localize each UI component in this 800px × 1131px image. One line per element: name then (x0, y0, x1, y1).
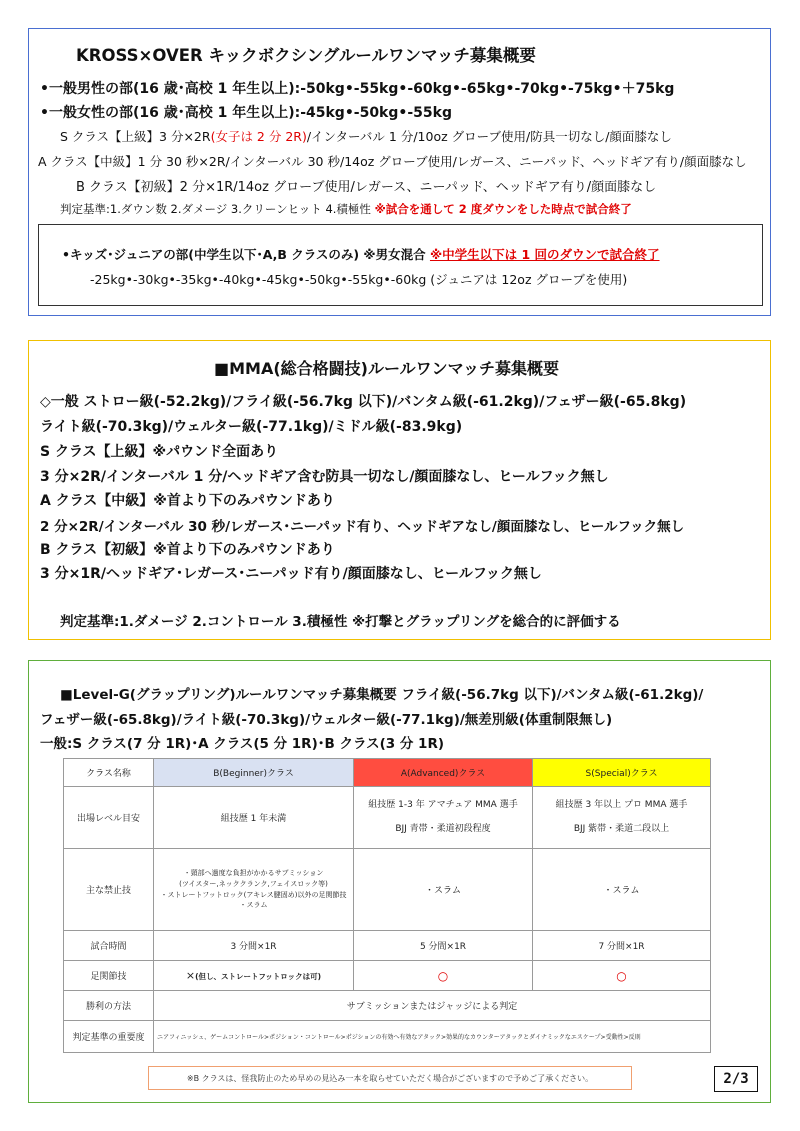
mma-title: ■MMA(総合格闘技)ルールワンマッチ募集概要 (214, 359, 560, 378)
level-s-line-1: 組技歴 3 年以上 プロ MMA 選手 (555, 800, 688, 811)
win-label: 勝利の方法 (64, 991, 154, 1021)
grappling-classes: 一般:S クラス(7 分 1R)･A クラス(5 分 1R)･B クラス(3 分 1R) (40, 736, 445, 752)
level-label: 出場レベル目安 (64, 787, 154, 849)
forbidden-b-3: ・ストレートフットロック(アキレス腱固め)以外の足関節技 (160, 890, 347, 899)
mma-line-6: 2 分×2R/インターバル 30 秒/レガース･ニーパッド有り、ヘッドギアなし/顔面膝なし、ヒールフック無し (40, 519, 685, 535)
header-s-class: S(Special)クラス (533, 759, 711, 787)
kids-division (62, 245, 660, 263)
forbidden-a: ・スラム (354, 849, 533, 931)
kb-s-class-women-note: (女子は 2 分 2R) (210, 129, 307, 144)
kb-a-class: A クラス【中級】1 分 30 秒×2R/インターバル 30 秒/14oz グローブ使用/レガース、ニーパッド、ヘッドギア有り/顔面膝なし (38, 154, 747, 169)
leglock-b-note: (但し、ストレートフットロックは可) (195, 972, 322, 981)
table-row-criteria (64, 1021, 711, 1053)
kb-s-class-main: S クラス【上級】3 分×2R (60, 129, 211, 144)
men-division: •一般男性の部(16 歳･高校 1 年生以上):-50kg•-55kg•-60kg•-65kg•-70kg•-75kg•＋75kg (40, 81, 675, 97)
grappling-weights: フェザー級(-65.8kg)/ライト級(-70.3kg)/ウェルター級(-77.1kg)/無差別級(体重制限無し) (40, 712, 613, 728)
forbidden-b-2: (ツイスター,ネッククランク,フェイスロック等) (179, 879, 328, 888)
level-a (354, 787, 533, 849)
mma-line-7: B クラス【初級】※首より下のみパウンドあり (40, 542, 335, 558)
level-a-line-1: 組技歴 1-3 年 アマチュア MMA 選手 (368, 800, 518, 811)
table-row-win (64, 991, 711, 1021)
criteria-value: ニアフィニッシュ、ゲームコントロール>ポジション・コントロール>ポジションの有効へ有効なアタック>効果的なカウンターアタックとダイナミックなエスケープ>受動性>反則 (154, 1021, 711, 1053)
forbidden-s: ・スラム (533, 849, 711, 931)
kb-b-class: B クラス【初級】2 分×1R/14oz グローブ使用/レガース、ニーパッド、ヘッドギア有り/顔面膝なし (76, 180, 657, 195)
table-row-forbidden (64, 849, 711, 931)
grappling-class-table (63, 758, 711, 1053)
mma-judging: 判定基準:1.ダメージ 2.コントロール 3.積極性 ※打撃とグラップリングを総合的に評価する (60, 614, 621, 630)
header-a-class: A(Advanced)クラス (354, 759, 533, 787)
kb-judging (60, 201, 632, 217)
mma-line-5: A クラス【中級】※首より下のみパウンドあり (40, 493, 335, 509)
leglock-b (154, 961, 354, 991)
kb-s-class (60, 127, 672, 145)
page-number: 2/3 (714, 1066, 758, 1092)
forbidden-b (154, 849, 354, 931)
kids-division-label: •キッズ･ジュニアの部(中学生以下･A,B クラスのみ) ※男女混合 (62, 247, 426, 262)
women-division: •一般女性の部(16 歳･高校 1 年生以上):-45kg•-50kg•-55kg (40, 105, 452, 121)
time-s: 7 分間×1R (533, 931, 711, 961)
time-a: 5 分間×1R (354, 931, 533, 961)
win-value: サブミッションまたはジャッジによる判定 (154, 991, 711, 1021)
time-label: 試合時間 (64, 931, 154, 961)
kb-judging-rule: ※試合を通して 2 度ダウンをした時点で試合終了 (374, 202, 632, 216)
mma-line-2: ライト級(-70.3kg)/ウェルター級(-77.1kg)/ミドル級(-83.9kg) (40, 419, 463, 435)
level-s (533, 787, 711, 849)
kids-junior-box (38, 224, 763, 306)
kids-down-rule: ※中学生以下は 1 回のダウンで試合終了 (429, 247, 660, 262)
grappling-title: ■Level-G(グラップリング)ルールワンマッチ募集概要 フライ級(-56.7kg 以下)/バンタム級(-61.2kg)/ (60, 687, 704, 703)
cross-mark-icon: × (185, 969, 196, 982)
table-row-level (64, 787, 711, 849)
kb-s-class-rest: /インターバル 1 分/10oz グローブ使用/防具一切なし/顔面膝なし (306, 129, 672, 144)
mma-line-4: 3 分×2R/インターバル 1 分/ヘッドギア含む防具一切なし/顔面膝なし、ヒールフック無し (40, 469, 609, 485)
kb-judging-criteria: 判定基準:1.ダウン数 2.ダメージ 3.クリーンヒット 4.積極性 (60, 202, 371, 216)
forbidden-b-1: ・頸部へ過度な負担がかかるサブミッション (183, 868, 324, 877)
kids-weights: -25kg•-30kg•-35kg•-40kg•-45kg•-50kg•-55kg•-60kg (ジュニアは 12oz グローブを使用) (90, 272, 628, 287)
forbidden-label: 主な禁止技 (64, 849, 154, 931)
b-class-note: ※B クラスは、怪我防止のため早めの見込み一本を取らせていただく場合がございますので予めご了承ください。 (148, 1066, 632, 1090)
header-class-name: クラス名称 (64, 759, 154, 787)
mma-line-1: ◇一般 ストロー級(-52.2kg)/フライ級(-56.7kg 以下)/バンタム級(-61.2kg)/フェザー級(-65.8kg) (40, 394, 687, 410)
level-b: 組技歴 1 年未満 (154, 787, 354, 849)
leglock-a-circle-icon: ○ (354, 961, 533, 991)
header-b-class: B(Beginner)クラス (154, 759, 354, 787)
table-header-row (64, 759, 711, 787)
table-row-leglock (64, 961, 711, 991)
mma-line-3: S クラス【上級】※パウンド全面あり (40, 444, 279, 460)
criteria-label: 判定基準の重要度 (64, 1021, 154, 1053)
forbidden-b-4: ・スラム (239, 901, 268, 910)
leglock-label: 足関節技 (64, 961, 154, 991)
table-row-time (64, 931, 711, 961)
mma-line-8: 3 分×1R/ヘッドギア･レガース･ニーパッド有り/顔面膝なし、ヒールフック無し (40, 566, 542, 582)
level-a-line-2: BJJ 青帯・柔道初段程度 (395, 823, 491, 834)
level-s-line-2: BJJ 紫帯・柔道二段以上 (573, 823, 670, 834)
time-b: 3 分間×1R (154, 931, 354, 961)
kickboxing-title: KROSS×OVER キックボクシングルールワンマッチ募集概要 (76, 46, 536, 65)
leglock-s-circle-icon: ○ (533, 961, 711, 991)
